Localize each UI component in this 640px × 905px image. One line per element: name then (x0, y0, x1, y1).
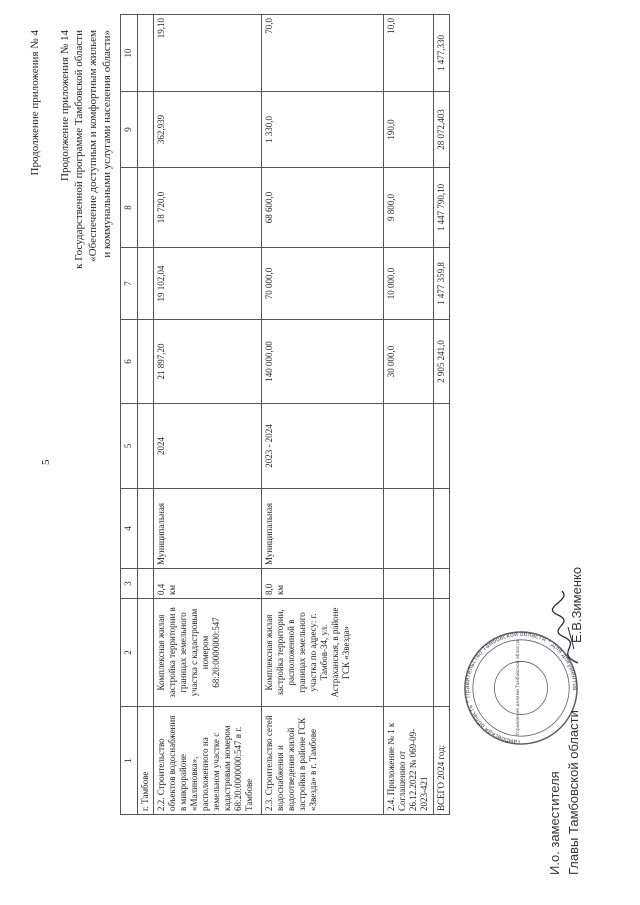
cell-object: 2.3. Строительство сетей водоснабжения и водоотведения жилой застройки в районе ГСК «Звезда» в г. Тамбове (262, 707, 384, 815)
page-number: 5 (40, 459, 52, 465)
table-row (262, 15, 384, 815)
program-line1: к Государственной программе Тамбовской области (73, 30, 85, 269)
col-num: 1 (121, 707, 138, 815)
cell-local: 1 477,330 (434, 15, 450, 92)
cell-federal: 18 720,0 (154, 168, 262, 248)
cell-project (384, 599, 434, 707)
cell-regional: 190,0 (384, 92, 434, 168)
cell-total-label: ВСЕГО 2024 год: (434, 707, 450, 815)
cell-total: 140 000,00 (262, 320, 384, 404)
cell-years: 2023 - 2024 (262, 404, 384, 489)
program-line3: и коммунальными услугами населения области» (101, 30, 113, 258)
cell-federal: 1 447 790,10 (434, 168, 450, 248)
cell-capacity (138, 569, 154, 599)
cell-object: г. Тамбове (138, 707, 154, 815)
signatory-line1: И.о. заместителя (547, 771, 562, 875)
col-num: 6 (121, 320, 138, 404)
col-num: 4 (121, 489, 138, 569)
seal-outer-text: Тамбовская область * Правительство Тамбовской области * Для документов (463, 630, 579, 746)
cell-ownership: Муниципальная (262, 489, 384, 569)
cell-sum: 19 102,04 (154, 248, 262, 320)
total-row (434, 15, 450, 815)
cell-regional: 28 072,403 (434, 92, 450, 168)
cell-object: 2.2. Строительство объектов водоснабжения в микрорайоне «Малиновка», расположенного на земельном участке с кадастровым номером 68:20:0000000:547 в г. Тамбове (154, 707, 262, 815)
cell-years (138, 404, 154, 489)
appendix-4-header (28, 30, 42, 175)
seal-inner-text: Управление делами Тамбовской области (516, 640, 522, 736)
signatory-title (545, 710, 583, 875)
cell-sum: 10 000,0 (384, 248, 434, 320)
appendix-14-header (58, 30, 114, 269)
cell-project (138, 599, 154, 707)
program-line2: «Обеспечение доступным и комфортным жильем (87, 30, 99, 262)
cell-sum: 70 000,0 (262, 248, 384, 320)
cell-years (384, 404, 434, 489)
cell-ownership (384, 489, 434, 569)
cell-project (434, 599, 450, 707)
cell-federal (138, 168, 154, 248)
cell-local: 70,0 (262, 15, 384, 92)
cell-project: Комплексная жилая застройка территории, расположенной в границах земельного участка по адресу: г. Тамбов-34, ул. Астраханская, в районе ГСК «Звезда» (262, 599, 384, 707)
cell-regional: 362,939 (154, 92, 262, 168)
cell-capacity (384, 569, 434, 599)
continuation-appendix14: Продолжение приложения № 14 (59, 30, 71, 181)
cell-ownership: Муниципальная (154, 489, 262, 569)
table-row (138, 15, 154, 815)
cell-regional: 1 330,0 (262, 92, 384, 168)
cell-years: 2024 (154, 404, 262, 489)
cell-total: 21 897,20 (154, 320, 262, 404)
cell-capacity (434, 569, 450, 599)
continuation-appendix4: Продолжение приложения № 4 (29, 30, 41, 176)
col-num: 3 (121, 569, 138, 599)
signatory-name: Е.В.Зименко (569, 566, 584, 643)
cell-sum: 1 477 359,8 (434, 248, 450, 320)
cell-ownership (434, 489, 450, 569)
col-num: 2 (121, 599, 138, 707)
cell-local (138, 15, 154, 92)
column-numbers-row (121, 15, 138, 815)
cell-total: 2 905 241,0 (434, 320, 450, 404)
cell-total (138, 320, 154, 404)
cell-project: Комплексная жилая застройка территории в границах земельного участка с кадастровым номером 68:20:0000000:547 (154, 599, 262, 707)
cell-local: 10,0 (384, 15, 434, 92)
cell-regional (138, 92, 154, 168)
signatory-line2: Главы Тамбовской области (566, 710, 581, 875)
cell-federal: 68 600,0 (262, 168, 384, 248)
cell-years (434, 404, 450, 489)
cell-local: 19,10 (154, 15, 262, 92)
cell-object: 2.4. Приложение № 1 к Соглашению от 26.12.2022 № 069-09-2023-421 (384, 707, 434, 815)
cell-sum (138, 248, 154, 320)
table-row (154, 15, 262, 815)
objects-table (120, 14, 450, 815)
col-num: 9 (121, 92, 138, 168)
col-num: 5 (121, 404, 138, 489)
col-num: 7 (121, 248, 138, 320)
cell-ownership (138, 489, 154, 569)
col-num: 10 (121, 15, 138, 92)
cell-capacity: 8,0 км (262, 569, 384, 599)
col-num: 8 (121, 168, 138, 248)
cell-total: 30 000,0 (384, 320, 434, 404)
cell-federal: 9 800,0 (384, 168, 434, 248)
table-row (384, 15, 434, 815)
cell-capacity: 0,4 км (154, 569, 262, 599)
